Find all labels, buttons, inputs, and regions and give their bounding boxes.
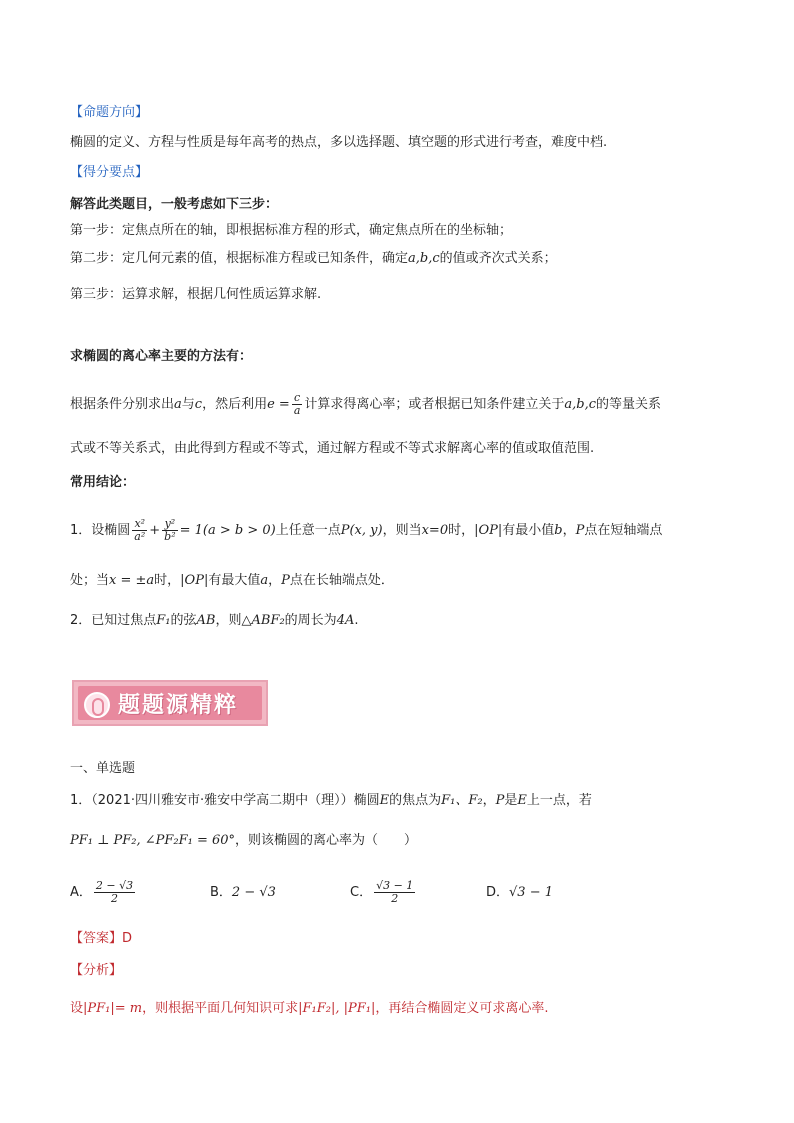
- step-3: 第三步：运算求解，根据几何性质运算求解.: [70, 287, 322, 302]
- question-type-heading: 一、单选题: [70, 761, 136, 776]
- question-1-condition: PF₁ ⊥ PF₂, ∠PF₂F₁ = 60°，则该椭圆的离心率为（ ）: [70, 833, 418, 848]
- banner-logo-icon: [84, 692, 110, 718]
- banner-title: 题题源精粹: [118, 693, 239, 718]
- steps-intro: 解答此类题目，一般考虑如下三步：: [70, 197, 279, 212]
- conclusion-1: 1．设椭圆 $\frac{\text{x²}}{\text{a²}}$ + $\frac{\text{y²}}{\text{b²}}$ = 1(a > b > 0)上任意一点P(x, y)，则当x=0时，|OP|有最小值b，P点在短轴端点: [70, 517, 663, 543]
- eccentricity-line-2: 式或不等关系式，由此得到方程或不等式，通过解方程或不等式求解离心率的值或取值范围.: [70, 441, 595, 456]
- conclusion-1-continued: 处；当x = ±a时，|OP|有最大值a，P点在长轴端点处．: [70, 573, 394, 588]
- option-a[interactable]: A． $\frac{2 - √3}{2}$: [70, 879, 134, 905]
- step-1: 第一步：定焦点所在的轴，即根据标准方程的形式，确定焦点所在的坐标轴；: [70, 223, 513, 238]
- fraction-y2-b2: $\frac{\text{y²}}{\text{b²}}$: [164, 517, 176, 543]
- step-2: 第二步：定几何元素的值，根据标准方程或已知条件，确定a,b,c的值或齐次式关系；: [70, 251, 557, 266]
- option-c-fraction: $\frac{√3 - 1}{2}$: [376, 879, 414, 905]
- direction-text: 椭圆的定义、方程与性质是每年高考的热点，多以选择题、填空题的形式进行考查，难度中档.: [70, 135, 608, 150]
- answer-label: 【答案】D: [70, 931, 133, 946]
- option-d[interactable]: D．√3 − 1: [486, 885, 553, 900]
- banner-background: [78, 686, 262, 720]
- question-1-stem: 1．（2021·四川雅安市·雅安中学高二期中（理））椭圆E的焦点为F₁、F₂，P是E上一点，若: [70, 793, 592, 808]
- option-b[interactable]: B．2 − √3: [210, 885, 276, 900]
- option-c[interactable]: C． $\frac{√3 - 1}{2}$: [350, 879, 414, 905]
- eccentricity-line-1: 根据条件分别求出a与c，然后利用e = $\frac{c}{a}$ 计算求得离心率；或者根据已知条件建立关于a,b,c的等量关系: [70, 391, 662, 417]
- analysis-label: 【分析】: [70, 963, 123, 978]
- eccentricity-heading: 求椭圆的离心率主要的方法有：: [70, 349, 253, 364]
- fraction-c-over-a: $\frac{c}{a}$: [293, 391, 301, 417]
- section-heading-direction: 【命题方向】: [70, 105, 149, 120]
- section-heading-keypoints: 【得分要点】: [70, 165, 149, 180]
- common-conclusions-heading: 常用结论：: [70, 475, 136, 490]
- conclusion-2: 2．已知过焦点F₁的弦AB，则△ABF₂的周长为4A.: [70, 613, 359, 628]
- source-banner: [72, 680, 268, 726]
- option-a-fraction: $\frac{2 - √3}{2}$: [95, 879, 134, 905]
- analysis-text: 设|PF₁|= m，则根据平面几何知识可求|F₁F₂|, |PF₁|，再结合椭圆定义可求离心率.: [70, 1001, 549, 1016]
- fraction-x2-a2: $\frac{\text{x²}}{\text{a²}}$: [134, 517, 146, 543]
